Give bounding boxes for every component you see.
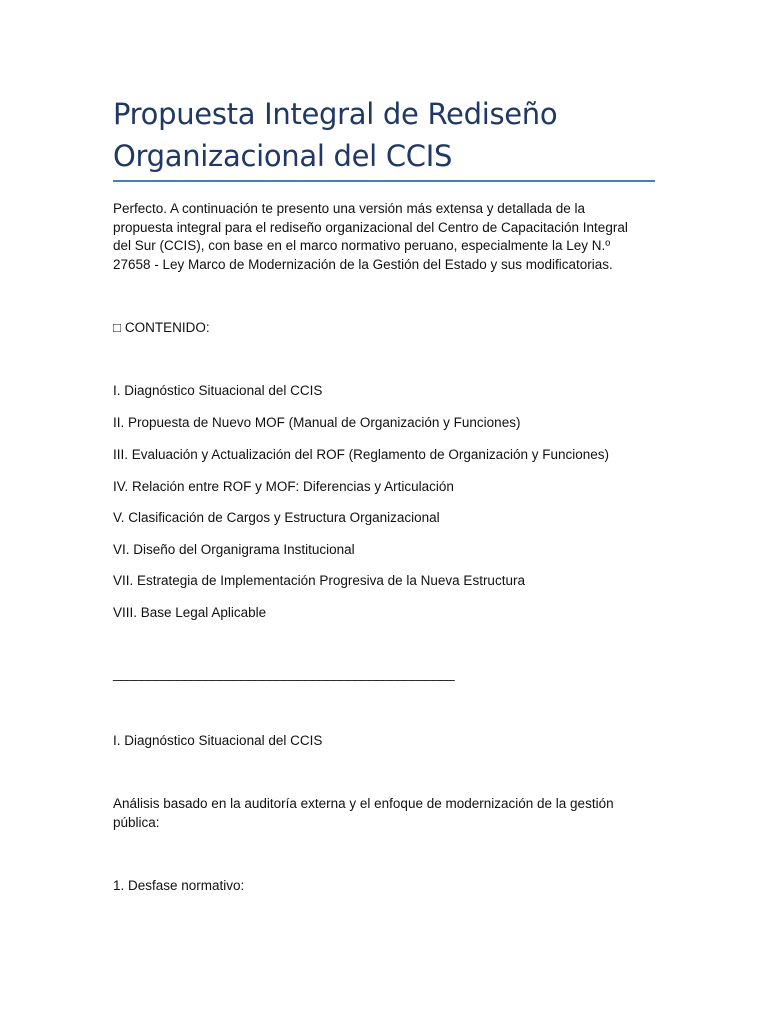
toc-item: VIII. Base Legal Aplicable xyxy=(113,605,267,620)
intro-paragraph: Perfecto. A continuación te presento una versión más extensa y detallada de la propuesta integral para el rediseño organizacional del Centro de Capacitación Integral del Sur (CCIS), con base en el marco normativo peruano, especialmente la Ley N.º 27658 - Ley Marco de Modernización de la Gestión del Estado y sus modificatorias. xyxy=(113,201,628,273)
toc-item: VII. Estrategia de Implementación Progresiva de la Nueva Estructura xyxy=(113,573,525,588)
toc-item: II. Propuesta de Nuevo MOF (Manual de Organización y Funciones) xyxy=(113,415,521,430)
sub-heading: 1. Desfase normativo: xyxy=(113,878,245,893)
document-title: Propuesta Integral de Rediseño Organizacional del CCIS xyxy=(113,97,558,173)
section-heading: I. Diagnóstico Situacional del CCIS xyxy=(113,733,323,748)
toc-item: VI. Diseño del Organigrama Institucional xyxy=(113,542,355,557)
toc-item: IV. Relación entre ROF y MOF: Diferencias y Articulación xyxy=(113,479,454,494)
separator-line: ________________________________________________ xyxy=(113,666,455,681)
analysis-paragraph: Análisis basado en la auditoría externa y el enfoque de modernización de la gestión pública: xyxy=(113,796,614,830)
toc-item: I. Diagnóstico Situacional del CCIS xyxy=(113,383,323,398)
title-underline xyxy=(113,180,655,182)
contents-label: □ CONTENIDO: xyxy=(113,320,210,335)
toc-item: V. Clasificación de Cargos y Estructura Organizacional xyxy=(113,510,440,525)
toc-item: III. Evaluación y Actualización del ROF (Reglamento de Organización y Funciones) xyxy=(113,447,609,462)
